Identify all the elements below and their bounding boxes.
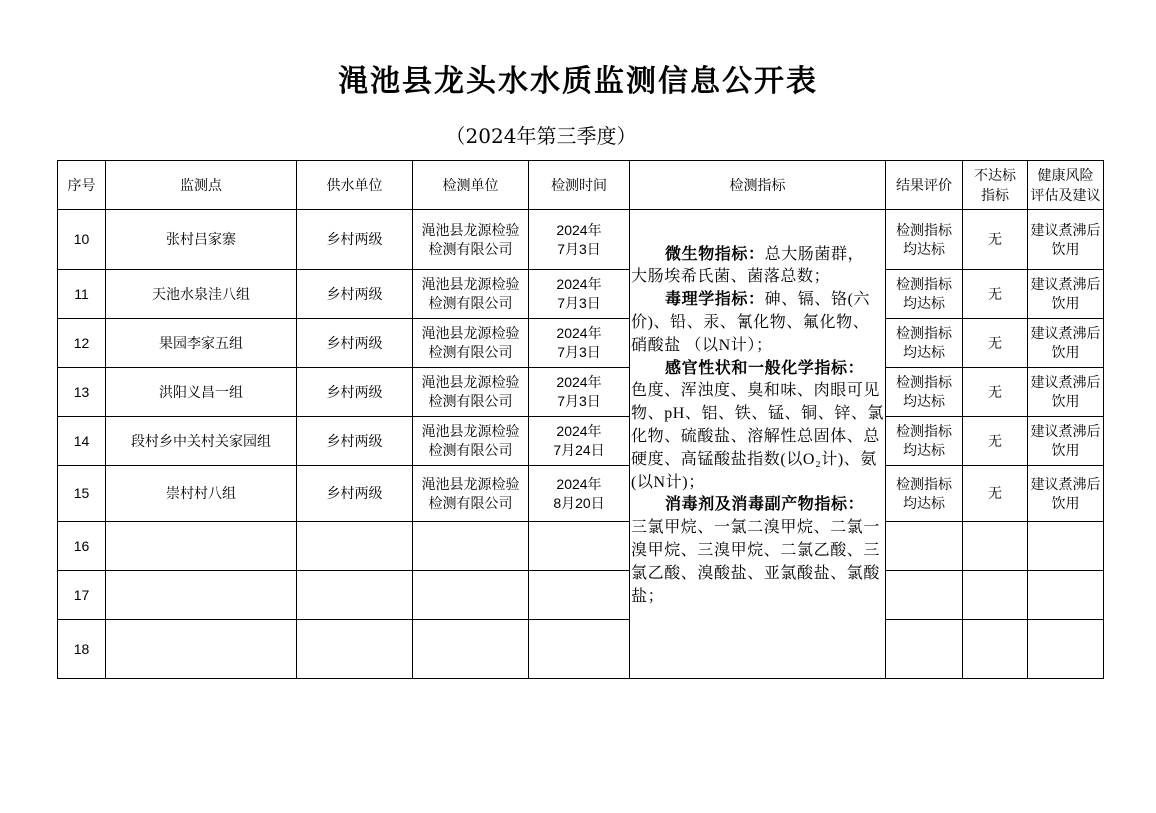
testing-lab-cell: 渑池县龙源检验 检测有限公司 bbox=[413, 368, 528, 416]
monitoring-point-cell bbox=[106, 522, 296, 570]
testing-time-cell: 2024年 8月20日 bbox=[529, 466, 629, 521]
indicator-line: 盐； bbox=[631, 587, 665, 605]
indicator-line: 硬度、高锰酸盐指数(以O₂计)、氨 bbox=[631, 450, 877, 468]
result-evaluation-cell: 检测指标 均达标 bbox=[886, 270, 962, 318]
indicator-line bbox=[631, 244, 885, 267]
testing-lab-cell: 渑池县龙源检验 检测有限公司 bbox=[413, 270, 528, 318]
indicator-text: 总大肠菌群， bbox=[764, 245, 865, 263]
testing-time-cell: 2024年 7月3日 bbox=[529, 270, 629, 318]
indicator-line: 硝酸盐 （以N计）； bbox=[631, 336, 773, 354]
indicator-text: 砷、镉、铬(六 bbox=[764, 291, 871, 309]
header-monitoring-point: 监测点 bbox=[106, 161, 296, 209]
water-supplier-cell bbox=[297, 620, 412, 678]
health-advice-cell bbox=[1028, 522, 1103, 570]
header-testing-lab: 检测单位 bbox=[413, 161, 528, 209]
health-advice-cell: 建议煮沸后 饮用 bbox=[1028, 270, 1103, 318]
header-testing-time: 检测时间 bbox=[529, 161, 629, 209]
serial-number-cell: 13 bbox=[58, 368, 105, 416]
testing-time-cell bbox=[529, 620, 629, 678]
serial-number-cell: 16 bbox=[58, 522, 105, 570]
testing-lab-cell: 渑池县龙源检验 检测有限公司 bbox=[413, 319, 528, 367]
serial-number-cell: 17 bbox=[58, 571, 105, 619]
serial-number-cell: 15 bbox=[58, 466, 105, 521]
testing-lab-cell bbox=[413, 620, 528, 678]
health-advice-cell: 建议煮沸后 饮用 bbox=[1028, 466, 1103, 521]
indicator-category-label: 微生物指标： bbox=[665, 245, 765, 263]
monitoring-point-cell: 张村吕家寨 bbox=[106, 210, 296, 269]
failed-indicators-cell: 无 bbox=[963, 319, 1027, 367]
indicator-category-label: 消毒剂及消毒副产物指标： bbox=[665, 496, 865, 514]
indicator-line: 价)、铅、汞、氰化物、氟化物、 bbox=[631, 313, 870, 331]
monitoring-point-cell bbox=[106, 620, 296, 678]
monitoring-point-cell: 果园李家五组 bbox=[106, 319, 296, 367]
water-supplier-cell: 乡村两级 bbox=[297, 466, 412, 521]
monitoring-point-cell: 天池水泉洼八组 bbox=[106, 270, 296, 318]
page-subtitle: （2024年第三季度） bbox=[445, 124, 637, 148]
water-supplier-cell: 乡村两级 bbox=[297, 210, 412, 269]
monitoring-point-cell: 段村乡中关村关家园组 bbox=[106, 417, 296, 465]
result-evaluation-cell bbox=[886, 522, 962, 570]
health-advice-cell bbox=[1028, 571, 1103, 619]
health-advice-cell bbox=[1028, 620, 1103, 678]
health-advice-cell: 建议煮沸后 饮用 bbox=[1028, 368, 1103, 416]
indicator-category-label: 毒理学指标： bbox=[665, 291, 765, 309]
testing-time-cell: 2024年 7月3日 bbox=[529, 319, 629, 367]
water-supplier-cell: 乡村两级 bbox=[297, 319, 412, 367]
header-test-indicators: 检测指标 bbox=[630, 161, 885, 209]
testing-lab-cell bbox=[413, 522, 528, 570]
failed-indicators-cell: 无 bbox=[963, 417, 1027, 465]
indicator-line: 色度、浑浊度、臭和味、肉眼可见 bbox=[631, 382, 881, 400]
testing-time-cell: 2024年 7月3日 bbox=[529, 368, 629, 416]
result-evaluation-cell: 检测指标 均达标 bbox=[886, 210, 962, 269]
indicator-line: (以N计)； bbox=[631, 473, 705, 491]
failed-indicators-cell bbox=[963, 620, 1027, 678]
testing-time-cell bbox=[529, 571, 629, 619]
health-advice-cell: 建议煮沸后 饮用 bbox=[1028, 210, 1103, 269]
serial-number-cell: 10 bbox=[58, 210, 105, 269]
serial-number-cell: 12 bbox=[58, 319, 105, 367]
indicator-category-label: 感官性状和一般化学指标： bbox=[665, 359, 865, 377]
indicator-line: 大肠埃希氏菌、菌落总数； bbox=[631, 268, 831, 286]
indicator-line: 化物、硫酸盐、溶解性总固体、总 bbox=[631, 427, 881, 445]
water-supplier-cell: 乡村两级 bbox=[297, 417, 412, 465]
indicator-line: 三氯甲烷、一氯二溴甲烷、二氯一 bbox=[631, 519, 881, 537]
result-evaluation-cell: 检测指标 均达标 bbox=[886, 466, 962, 521]
monitoring-point-cell bbox=[106, 571, 296, 619]
indicator-line bbox=[631, 289, 885, 312]
failed-indicators-cell bbox=[963, 522, 1027, 570]
serial-number-cell: 18 bbox=[58, 620, 105, 678]
testing-time-cell: 2024年 7月24日 bbox=[529, 417, 629, 465]
failed-indicators-cell bbox=[963, 571, 1027, 619]
water-supplier-cell: 乡村两级 bbox=[297, 270, 412, 318]
result-evaluation-cell bbox=[886, 571, 962, 619]
header-serial-number: 序号 bbox=[58, 161, 105, 209]
indicator-line bbox=[631, 358, 885, 381]
failed-indicators-cell: 无 bbox=[963, 270, 1027, 318]
indicator-line bbox=[631, 494, 885, 517]
failed-indicators-cell: 无 bbox=[963, 368, 1027, 416]
header-water-supplier: 供水单位 bbox=[297, 161, 412, 209]
serial-number-cell: 11 bbox=[58, 270, 105, 318]
result-evaluation-cell: 检测指标 均达标 bbox=[886, 319, 962, 367]
water-supplier-cell: 乡村两级 bbox=[297, 368, 412, 416]
water-supplier-cell bbox=[297, 522, 412, 570]
header-health-advice: 健康风险 评估及建议 bbox=[1028, 161, 1103, 209]
indicator-line: 物、pH、铝、铁、锰、铜、锌、氯 bbox=[631, 405, 885, 423]
health-advice-cell: 建议煮沸后 饮用 bbox=[1028, 319, 1103, 367]
water-supplier-cell bbox=[297, 571, 412, 619]
header-result-evaluation: 结果评价 bbox=[886, 161, 962, 209]
monitoring-point-cell: 洪阳义昌一组 bbox=[106, 368, 296, 416]
monitoring-point-cell: 崇村村八组 bbox=[106, 466, 296, 521]
testing-lab-cell: 渑池县龙源检验 检测有限公司 bbox=[413, 210, 528, 269]
test-indicators-cell bbox=[630, 210, 885, 678]
indicator-line: 溴甲烷、三溴甲烷、二氯乙酸、三 bbox=[631, 541, 881, 559]
testing-lab-cell: 渑池县龙源检验 检测有限公司 bbox=[413, 417, 528, 465]
testing-time-cell bbox=[529, 522, 629, 570]
failed-indicators-cell: 无 bbox=[963, 210, 1027, 269]
health-advice-cell: 建议煮沸后 饮用 bbox=[1028, 417, 1103, 465]
serial-number-cell: 14 bbox=[58, 417, 105, 465]
indicator-line: 氯乙酸、溴酸盐、亚氯酸盐、氯酸 bbox=[631, 564, 881, 582]
result-evaluation-cell bbox=[886, 620, 962, 678]
testing-lab-cell bbox=[413, 571, 528, 619]
result-evaluation-cell: 检测指标 均达标 bbox=[886, 368, 962, 416]
failed-indicators-cell: 无 bbox=[963, 466, 1027, 521]
result-evaluation-cell: 检测指标 均达标 bbox=[886, 417, 962, 465]
monitoring-table bbox=[57, 160, 1104, 679]
header-failed-indicators: 不达标 指标 bbox=[963, 161, 1027, 209]
testing-lab-cell: 渑池县龙源检验 检测有限公司 bbox=[413, 466, 528, 521]
page-title: 渑池县龙头水水质监测信息公开表 bbox=[338, 64, 818, 99]
testing-time-cell: 2024年 7月3日 bbox=[529, 210, 629, 269]
